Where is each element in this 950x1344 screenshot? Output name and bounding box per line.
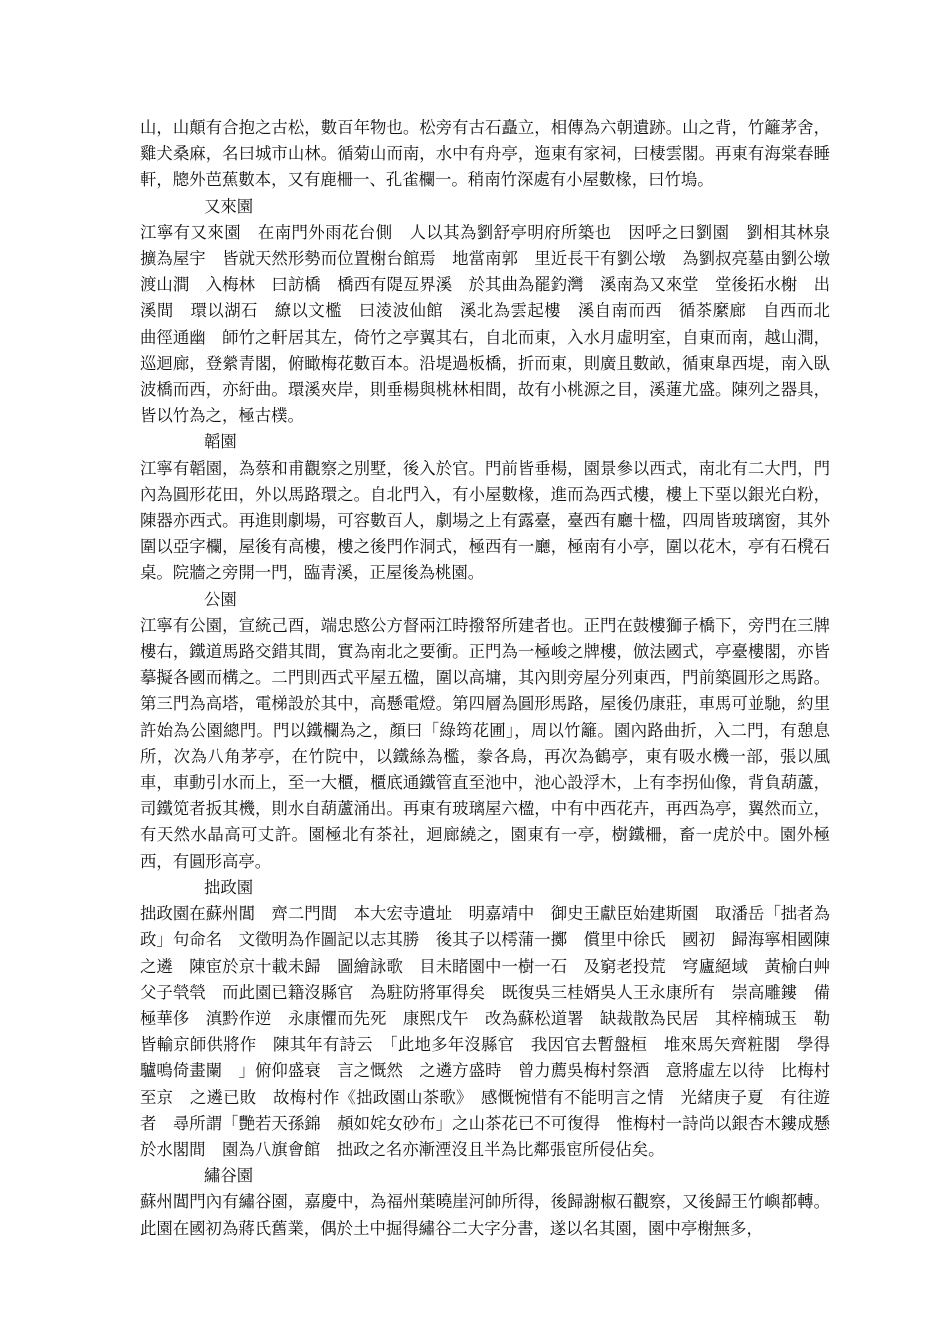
document-page	[140, 115, 847, 1242]
section-heading-tao-garden: 韜園	[204, 432, 237, 452]
section-body-youlai-garden: 江寧有又來園 在南門外雨花台側 人以其為劉舒亭明府所築也 因呼之曰劉園 劉相其林泉 擴為屋宇 皆就天然形勢而位置榭台館焉 地當南郭 里近長干有劉公墩 為劉叔亮墓由劉公墩渡山澗 入梅林 曰訪橋 橋西有隄亙界溪 於其曲為罷釣灣 溪南為又來堂 堂後拓水榭 出溪間 環以湖石 繚以文檻 曰淩波仙館 溪北為雲起樓 溪自南而西 循茶縻廊 自西而北 曲徑通幽 師竹之軒居其左，倚竹之亭翼其右，自北而東，入水月虛明室，自東而南，越山澗，巡迴廊，登縈青閣，俯瞰梅花數百本。沿堤過板橋，折而東，則廣且數畝，循東臯西堤，南入臥波橋而西，亦紆曲。環溪夾岸，則垂楊與桃林相間，故有小桃源之目，溪蓮尤盛。陳列之器具，皆以竹為之，極古樸。	[140, 222, 847, 426]
intro-paragraph: 山，山顛有合抱之古松，數百年物也。松旁有古石矗立，相傳為六朝遺跡。山之背，竹籬茅舍，雞犬桑麻，名曰城市山林。循菊山而南，水中有舟亭，迤東有家祠，曰棲雲閣。再東有海棠春睡軒，牕外芭蕉數本，又有鹿柵一、孔雀欄一。稍南竹深處有小屋數椽，曰竹塢。	[140, 118, 830, 190]
section-heading-youlai-garden: 又來園	[204, 196, 254, 216]
section-body-xiugu-garden: 蘇州閶門內有繡谷園，嘉慶中，為福州葉曉崖河帥所得，後歸謝椒石觀察，又後歸王竹嶼都轉。此園在國初為蔣氏舊業，偶於土中掘得繡谷二大字分書，遂以名其園，園中亭榭無多，	[140, 1192, 830, 1238]
section-heading-public-park: 公園	[204, 589, 237, 609]
section-body-tao-garden: 江寧有韜園，為蔡和甫觀察之別墅，後入於官。門前皆垂楊，園景參以西式，南北有二大門，門內為圓形花田，外以馬路環之。自北門入，有小屋數椽，進而為西式樓，樓上下堊以銀光白粉，陳器亦西式。再進則劇場，可容數百人，劇場之上有露臺，臺西有廳十楹，四周皆玻璃窗，其外圍以亞字欄，屋後有高樓，樓之後門作洞式，極西有一廳，極南有小亭，圍以花木，亭有石櫈石桌。院牆之旁開一門，臨青溪，正屋後為桃園。	[140, 458, 830, 583]
section-heading-humble-administrator-garden: 拙政園	[204, 877, 254, 897]
section-heading-xiugu-garden: 繡谷園	[204, 1166, 254, 1186]
section-body-public-park: 江寧有公園，宣統己酉，端忠愍公方督兩江時撥帑所建者也。正門在鼓樓獅子橋下，旁門在三牌樓右，鐵道馬路交錯其間，實為南北之要衝。正門為一極峻之牌樓，倣法國式，亭臺樓閣，亦皆摹擬各國而構之。二門則西式平屋五楹，圍以高墉，其內則旁屋分列東西，門前築圓形之馬路。第三門為高塔，電梯設於其中，高懸電燈。第四層為圓形馬路，屋後仍康莊，車馬可並馳，約里許始為公園總門。門以鐵欄為之，顏曰「綠筠花圃」，周以竹籬。園內路曲折，入二門，有憩息所，次為八角茅亭，在竹院中，以鐵絲為檻，豢各鳥，再次為鶴亭，東有吸水機一部，張以風車，車動引水而上，至一大櫃，櫃底通鐵管直至池中，池心設浮木，上有李拐仙像，背負葫蘆，司鐵笕者扳其機，則水自葫蘆涌出。再東有玻璃屋六楹，中有中西花卉，再西為亭，翼然而立，有天然水晶高可丈許。園極北有茶社，迴廊繞之，園東有一亭，樹鐵柵，畜一虎於中。園外極西，有圓形高亭。	[140, 615, 830, 871]
section-body-humble-administrator-garden: 拙政園在蘇州閶 齊二門間 本大宏寺遺址 明嘉靖中 御史王獻臣始建斯園 取潘岳「拙者為政」句命名 文徵明為作圖記以志其勝 後其子以樗蒲一擲 償里中徐氏 國初 歸海寧相國陳之遴 陳宦於京十載未歸 圖繪詠歌 目未睹園中一樹一石 及窮老投荒 穹廬絕域 黃榆白艸 父子煢煢 而此園已籍沒縣官 為駐防將軍得矣 既復吳三桂婿吳人王永康所有 崇高雕鏤 備極華侈 滇黔作逆 永康懼而先死 康熙戊午 改為蘇松道署 缺裁散為民居 其梓楠珹玉 勒皆輸京師供將作 陳其年有詩云 「此地多年沒縣官 我因官去暫盤桓 堆來馬矢齊粧閣 學得驢鳴倚畫闌 」俯仰盛衰 言之慨然 之遴方盛時 曾力薦吳梅村祭酒 意將虛左以待 比梅村至京 之遴已敗 故梅村作《拙政園山茶歌》 感慨惋惜有不能明言之情 光緒庚子夏 有往遊者 尋所謂「艷若天孫錦 頳如姹女砂布」之山茶花已不可復得 惟梅村一詩尚以銀杏木鏤成懸於水閣間 園為八旗會館 拙政之名亦漸湮沒且半為比鄰張宦所侵佔矣。	[140, 904, 847, 1159]
